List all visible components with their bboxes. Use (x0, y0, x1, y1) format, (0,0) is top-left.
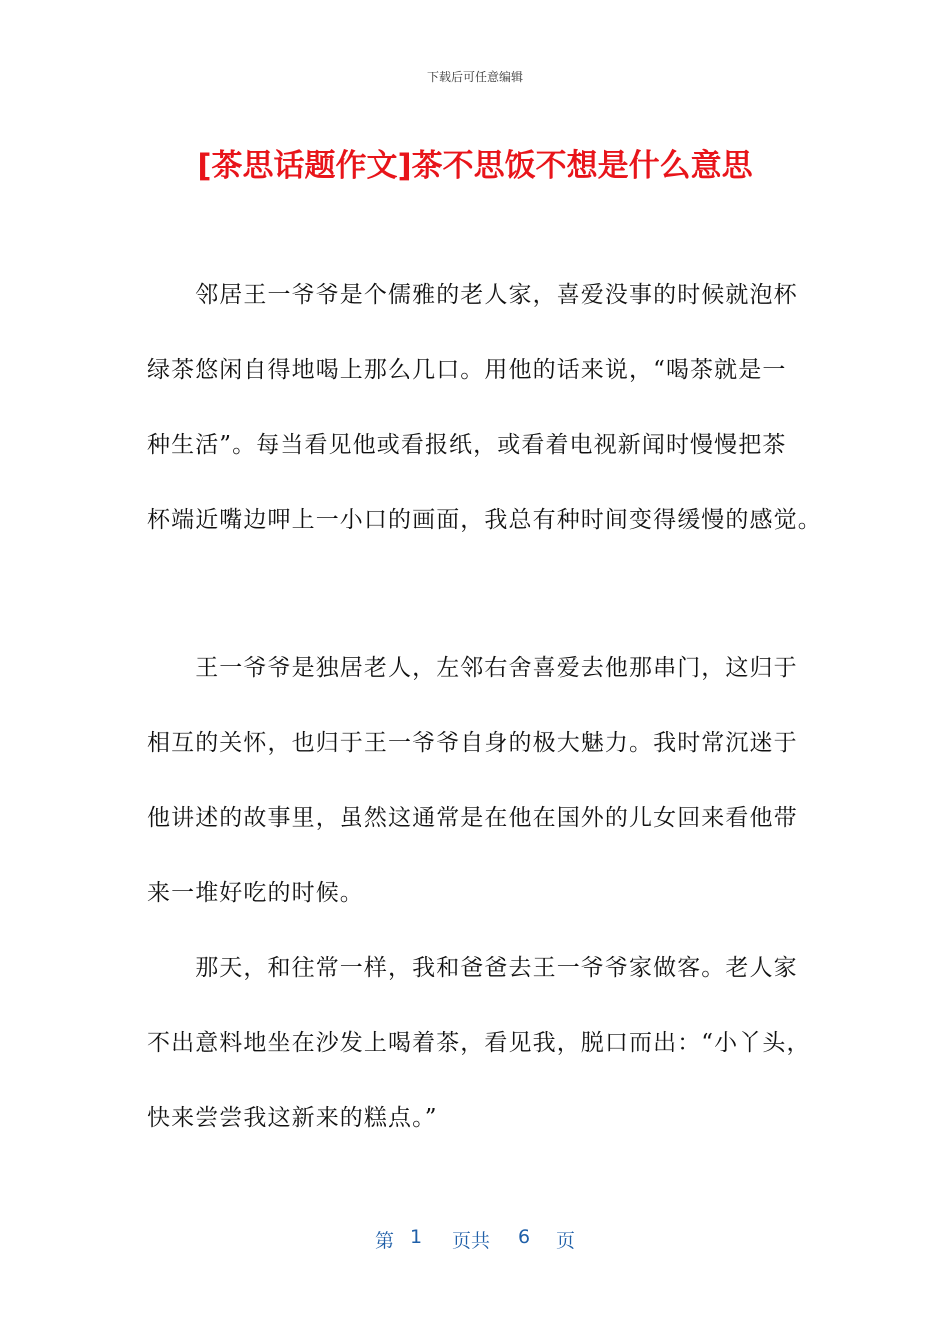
header-note: 下载后可任意编辑 (426, 70, 523, 84)
page-label: 第 (375, 1230, 395, 1252)
document-title: [茶思话题作文]茶不思饭不想是什么意思 (197, 148, 753, 184)
paragraph-line: 邻居王一爷爷是个儒雅的老人家，喜爱没事的时候就泡杯 (147, 282, 798, 308)
page-footer (0, 1226, 950, 1254)
paragraph-line: 快来尝尝我这新来的糕点。” (147, 1105, 438, 1131)
paragraph-line: 不出意料地坐在沙发上喝着茶，看见我，脱口而出：“小丫头， (147, 1030, 811, 1056)
current-page-number: 1 (410, 1226, 423, 1248)
page-of-label: 页共 (452, 1230, 491, 1252)
paragraph-line: 种生活”。每当看见他或看报纸，或看着电视新闻时慢慢把茶 (147, 432, 787, 458)
paragraph-line: 来一堆好吃的时候。 (147, 880, 364, 906)
total-pages-number: 6 (518, 1226, 531, 1248)
pages-label: 页 (556, 1230, 576, 1252)
paragraph-line: 杯端近嘴边呷上一小口的画面，我总有种时间变得缓慢的感觉。 (147, 507, 822, 533)
paragraph-line: 他讲述的故事里，虽然这通常是在他在国外的儿女回来看他带 (147, 805, 798, 831)
paragraph-line: 那天，和往常一样，我和爸爸去王一爷爷家做客。老人家 (147, 955, 798, 981)
paragraph-line: 相互的关怀，也归于王一爷爷自身的极大魅力。我时常沉迷于 (147, 730, 798, 756)
paragraph-line: 王一爷爷是独居老人，左邻右舍喜爱去他那串门，这归于 (147, 655, 798, 681)
paragraph-line: 绿茶悠闲自得地喝上那么几口。用他的话来说，“喝茶就是一 (147, 357, 787, 383)
